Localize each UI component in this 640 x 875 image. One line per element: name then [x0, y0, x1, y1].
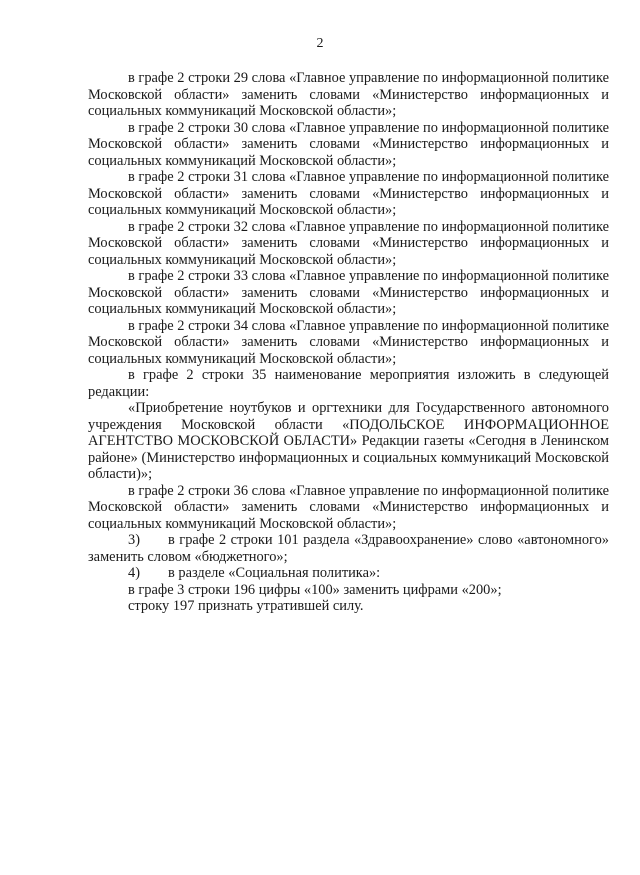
paragraph-row-29: в графе 2 строки 29 слова «Главное управление по информационной политике Московской области» заменить словами «Министерство информационных и социальных коммуникаций Московской области»; — [88, 70, 609, 119]
list-item-4 — [88, 565, 609, 582]
document-body — [88, 70, 609, 615]
list-item-4-number: 4) — [128, 565, 140, 581]
list-item-3-number: 3) — [128, 532, 140, 548]
page-number: 2 — [316, 36, 324, 51]
paragraph-row-196: в графе 3 строки 196 цифры «100» заменить цифрами «200»; — [128, 581, 502, 598]
list-item-3-text: в графе 2 строки 101 раздела «Здравоохранение» слово «автономного» заменить словом «бюджетного»; — [88, 532, 609, 565]
paragraph-row-32: в графе 2 строки 32 слова «Главное управление по информационной политике Московской области» заменить словами «Министерство информационных и социальных коммуникаций Московской области»; — [88, 218, 609, 268]
paragraph-row-33: в графе 2 строки 33 слова «Главное управление по информационной политике Московской области» заменить словами «Министерство информационных и социальных коммуникаций Московской области»; — [88, 268, 609, 317]
list-item-4-text: в разделе «Социальная политика»: — [168, 565, 381, 581]
paragraph-row-35: в графе 2 строки 35 наименование мероприятия изложить в следующей редакции: — [88, 367, 609, 400]
paragraph-row-30: в графе 2 строки 30 слова «Главное управление по информационной политике Московской области» заменить словами «Министерство информационных и социальных коммуникаций Московской области»; — [88, 119, 609, 169]
paragraph-row-31: в графе 2 строки 31 слова «Главное управление по информационной политике Московской области» заменить словами «Министерство информационных и социальных коммуникаций Московской области»; — [88, 169, 609, 218]
paragraph-row-36: в графе 2 строки 36 слова «Главное управление по информационной политике Московской области» заменить словами «Министерство информационных и социальных коммуникаций Московской области»; — [88, 482, 609, 532]
paragraph-row-35-new-text: «Приобретение ноутбуков и оргтехники для Государственного автономного учреждения Московской области «ПОДОЛЬСКОЕ ИНФОРМАЦИОННОЕ АГЕНТСТВО МОСКОВСКОЙ ОБЛАСТИ» Редакции газеты «Сегодня в Ленинском районе» (Министерство информационных и социальных коммуникаций Московской области)»; — [88, 400, 609, 482]
paragraph-row-197: строку 197 признать утратившей силу. — [128, 598, 364, 614]
paragraph-row-34: в графе 2 строки 34 слова «Главное управление по информационной политике Московской области» заменить словами «Министерство информационных и социальных коммуникаций Московской области»; — [88, 317, 609, 367]
list-item-3 — [88, 532, 609, 565]
